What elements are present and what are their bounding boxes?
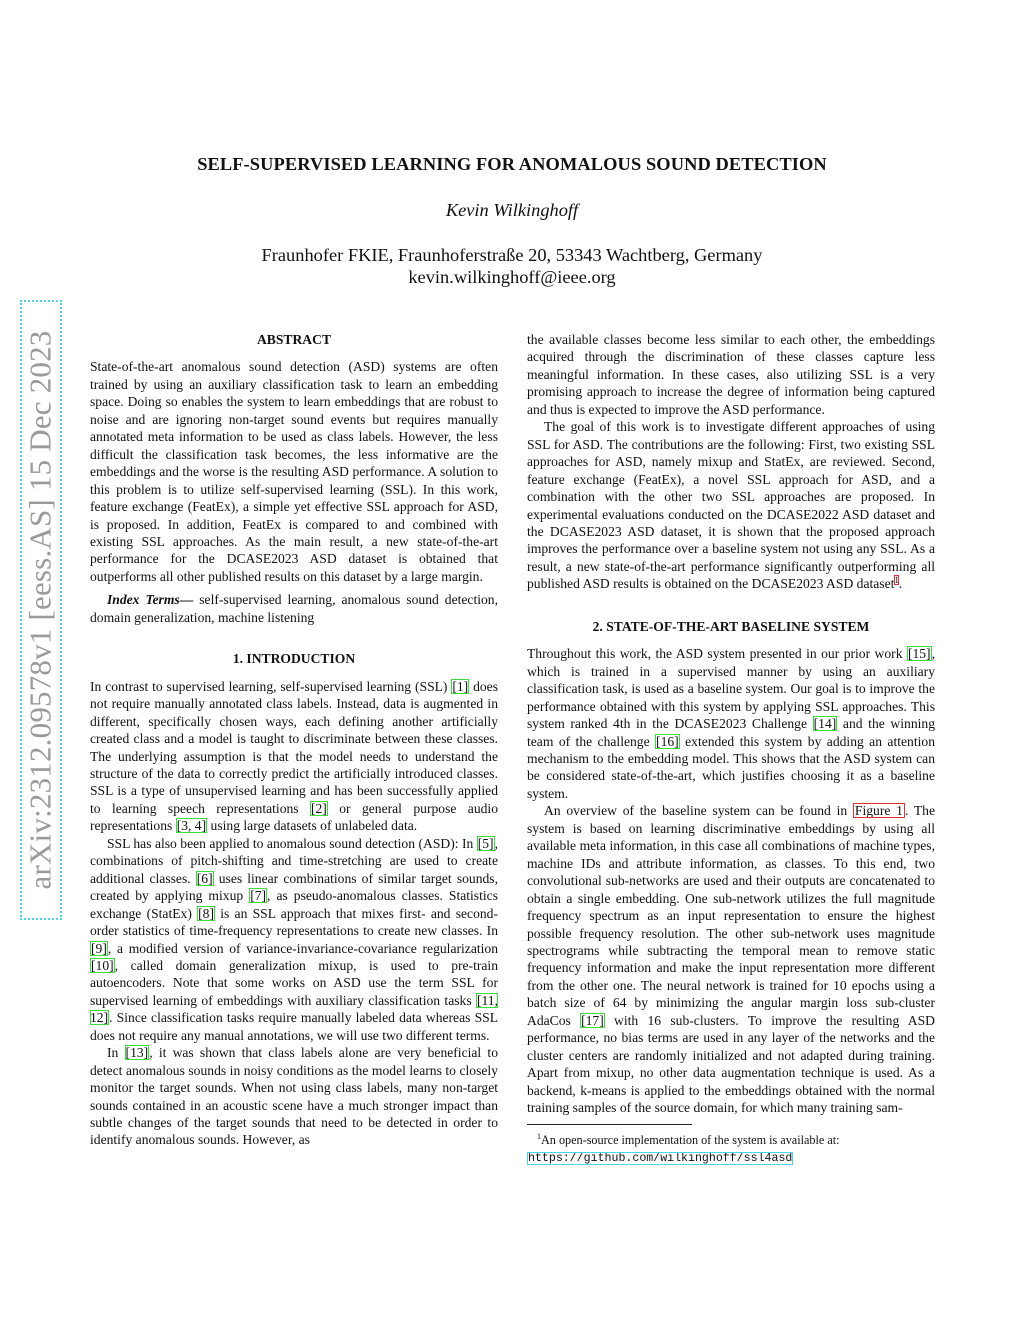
intro-paragraph-4: the available classes become less similar to each other, the embeddings acquired through the discrimination of these classes capture less meaningful information. In these cases, also utilizing SSL is a very promising approach to increase the degree of information being captured and thus is expected to improve the ASD performance. <box>527 332 935 417</box>
citation-link[interactable]: [6] <box>196 870 213 886</box>
intro-paragraph-5: The goal of this work is to investigate different approaches of using SSL for ASD. The contributions are the following: First, two existing SSL approaches for ASD, namely mixup and StatEx, are reviewed. Second, feature exchange (FeatEx), a novel SSL approach for ASD, and a combination with the other two SSL approaches are proposed. In experimental evaluations conducted on the DCASE2022 ASD dataset and the DCASE2023 ASD dataset, it is shown that the proposed approach improves the performance over a baseline system not using any SSL. As a result, a new state-of-the-art performance significantly outperforming all published ASD results is obtained on the DCASE2023 ASD dataset$^1$. <box>527 419 935 592</box>
citation-link[interactable]: [14] <box>813 716 837 732</box>
intro-paragraph-1: In contrast to supervised learning, self-supervised learning (SSL) [1] does not require manually annotated class labels. Instead, data is augmented in different, specifically chosen ways, each defining another artificially created class and a model is taught to discriminate between these classes. The underlying assumption is that the model needs to understand the structure of the data to correctly predict the artificially introduced classes. SSL is a type of unsupervised learning and has been successfully applied to learning speech representations [2] or general purpose audio representations [3, 4] using large datasets of unlabeled data. <box>90 678 498 834</box>
baseline-paragraph-1: Throughout this work, the ASD system presented in our prior work [15], which is trained in a supervised manner by using an auxiliary classification task, is used as a baseline system. Our goal is to improve the performance obtained with this system by applying SSL approaches. This system ranked 4th in the DCASE2023 Challenge [14] and the winning team of the challenge [16] extended this system by adding an attention mechanism to the embedding model. This shows that the ASD system can be considered state-of-the-art, which justifies choosing it as a baseline system. <box>527 646 935 801</box>
intro-heading: 1. INTRODUCTION <box>232 651 356 667</box>
right-column <box>527 331 935 1167</box>
index-terms-label: Index Terms— <box>107 592 194 608</box>
arxiv-stamp-text: arXiv:2312.09578v1 [eess.AS] 15 Dec 2023 <box>23 330 58 890</box>
citation-link[interactable]: [17] <box>581 1012 604 1028</box>
repository-link[interactable]: https://github.com/wilkinghoff/ssl4asd <box>528 1151 793 1165</box>
author-email: kevin.wilkinghoff@ieee.org <box>408 267 616 287</box>
citation-link[interactable]: [5] <box>477 835 494 851</box>
footnote-ref[interactable]: 1 <box>894 574 899 585</box>
citation-link[interactable]: [15] <box>907 646 931 662</box>
citation-link[interactable]: [3, 4] <box>176 818 207 834</box>
footnote-rule <box>527 1124 692 1125</box>
affiliation-block <box>0 244 1024 288</box>
footnote-text: An open-source implementation of the system is available at: <box>541 1133 840 1148</box>
citation-link[interactable]: [9] <box>91 940 107 956</box>
intro-paragraph-2: SSL has also been applied to anomalous sound detection (ASD): In [5], combinations of pitch-shifting and time-stretching are used to create additional classes. [6] uses linear combinations of similar target sounds, created by applying mixup [7], as pseudo-anomalous classes. Statistics exchange (StatEx) [8] is an SSL approach that mixes first- and second-order statistics of time-frequency representations to create new classes. In [9], a modified version of variance-invariance-covariance regularization [10], called domain generalization mixup, is used to pre-train autoencoders. Note that some works on ASD use the term SSL for supervised learning of embeddings with auxiliary classification tasks [11, 12]. Since classification tasks require manually labeled data whereas SSL does not require any manual annotations, we will use two different terms. <box>90 835 499 1043</box>
affiliation: Fraunhofer FKIE, Fraunhoferstraße 20, 53343 Wachtberg, Germany <box>261 245 763 265</box>
citation-link[interactable]: [8] <box>198 905 214 921</box>
arxiv-stamp[interactable] <box>20 300 62 920</box>
author-name: Kevin Wilkinghoff <box>445 200 579 220</box>
index-terms <box>90 591 498 626</box>
baseline-paragraph-2: An overview of the baseline system can be found in Figure 1 . The system is based on learning discriminative embeddings by using all available meta information, in this case all combinations of machine types, machine IDs and attribute information, as classes. To this end, two convolutional sub-networks are used and their outputs are concatenated to obtain a single embedding. One sub-network utilizes the full magnitude frequency spectrum as an input representation to ensure the highest possible frequency resolution. The other sub-network uses magnitude spectrograms while subtracting the temporal mean to remove static frequency information and make the input representation more different from the other one. The neural network is trained for 10 epochs using a batch size of 64 by minimizing the angular margin loss sub-cluster AdaCos [17] with 16 sub-clusters. To improve the resulting ASD performance, no bias terms are used in any layer of the networks and the cluster centers are randomly initialized and not adapted during training. Apart from mixup, no other data augmentation technique is used. As a backend, k-means is applied to the embeddings obtained with the normal training samples of the source domain, for which many training sam- <box>527 803 936 1116</box>
abstract-heading: ABSTRACT <box>256 332 332 347</box>
citation-link[interactable]: [10] <box>91 957 114 973</box>
section-2-heading: 2. STATE-OF-THE-ART BASELINE SYSTEM <box>592 618 870 634</box>
index-terms-text: self-supervised learning, anomalous sound detection, domain generalization, machine listening <box>90 592 498 625</box>
citation-link[interactable]: [1] <box>452 678 469 694</box>
citation-link[interactable]: [11, 12] <box>90 992 498 1026</box>
abstract-text: State-of-the-art anomalous sound detection (ASD) systems are often trained by using an auxiliary classification task to learn an embedding space. Doing so enables the system to learn embeddings that are robust to noise and are ignoring non-target sound events but requires manually annotated meta information to be used as class labels. However, the less difficult the classification task becomes, the less informative are the embeddings and the worse is the resulting ASD performance. A solution to this problem is to utilize self-supervised learning (SSL). In this work, feature exchange (FeatEx), a simple yet effective SSL approach for ASD, is proposed. In addition, FeatEx is compared to and combined with existing SSL approaches. As the main result, a new state-of-the-art performance for the DCASE2023 ASD dataset is obtained that outperforms all other published results on this dataset by a large margin. <box>90 359 498 584</box>
citation-link[interactable]: [2] <box>310 800 327 816</box>
citation-link[interactable]: [16] <box>656 733 679 749</box>
citation-link[interactable]: [13] <box>125 1045 149 1061</box>
paper-title: SELF-SUPERVISED LEARNING FOR ANOMALOUS SOUND DETECTION <box>197 154 827 174</box>
footnote <box>527 1129 935 1166</box>
intro-paragraph-3: In [13], it was shown that class labels alone are very beneficial to detect anomalous sounds in noisy conditions as the model learns to closely monitor the target sounds. When not using class labels, many non-target sounds contained in an acoustic scene have a much stronger impact than subtle changes of the target sounds that need to be detected in order to identify anomalous sounds. However, as <box>90 1045 498 1148</box>
footnote-mark: 1 <box>537 1132 541 1142</box>
figure-link[interactable]: Figure 1 <box>854 803 903 819</box>
left-column <box>90 331 498 1149</box>
citation-link[interactable]: [7] <box>250 888 267 904</box>
